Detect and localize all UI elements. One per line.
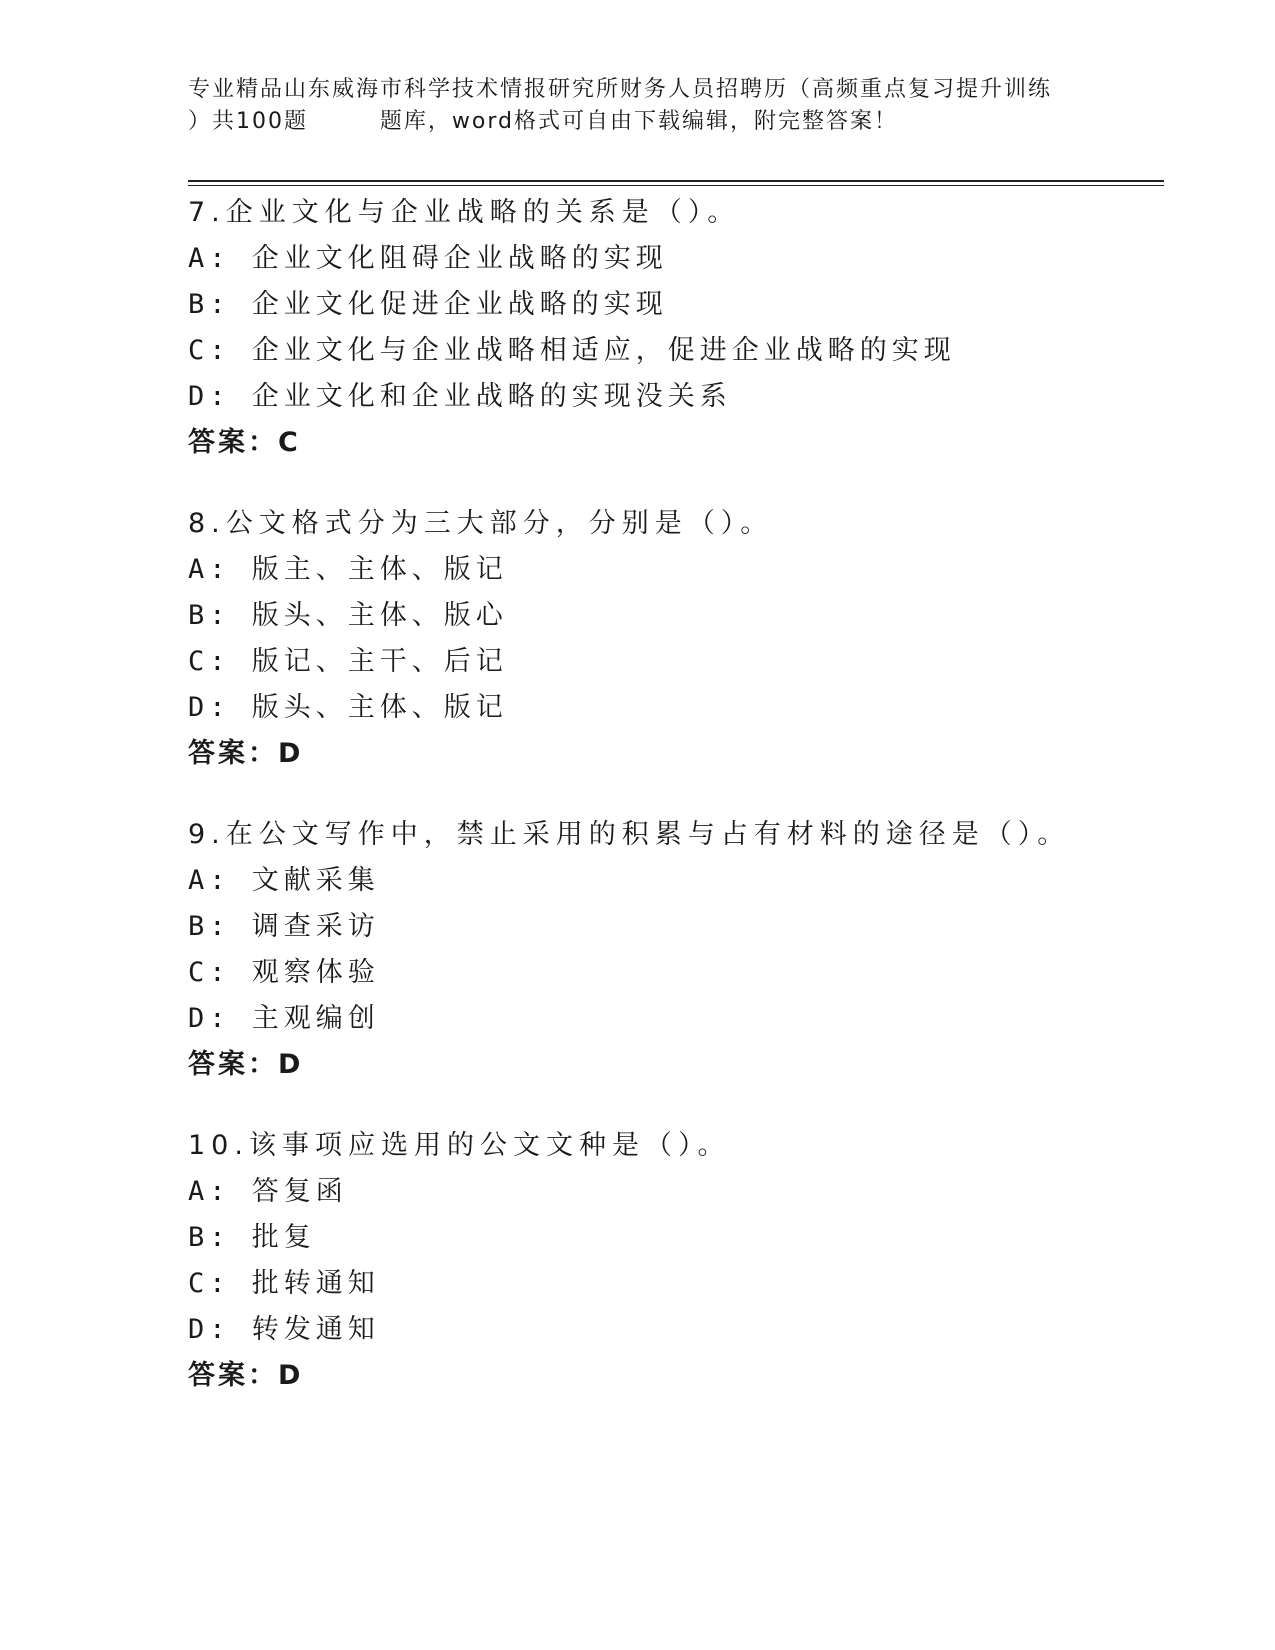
question-stem: 7.企业文化与企业战略的关系是（）。	[188, 197, 741, 228]
option-b: B: 批复	[188, 1222, 316, 1253]
question-10	[188, 1123, 1168, 1399]
option-c: C: 版记、主干、后记	[188, 646, 508, 677]
option-b: B: 版头、主体、版心	[188, 600, 508, 631]
answer: 答案：C	[188, 427, 301, 458]
question-stem: 8.公文格式分为三大部分，分别是（）。	[188, 508, 774, 539]
option-b: B: 企业文化促进企业战略的实现	[188, 289, 668, 320]
answer: 答案：D	[188, 738, 304, 769]
option-c: C: 批转通知	[188, 1268, 380, 1299]
option-d: D: 企业文化和企业战略的实现没关系	[188, 381, 732, 412]
option-d: D: 版头、主体、版记	[188, 692, 508, 723]
option-a: A: 企业文化阻碍企业战略的实现	[188, 243, 668, 274]
document-header	[188, 74, 1118, 138]
answer: 答案：D	[188, 1360, 304, 1391]
option-a: A: 版主、主体、版记	[188, 554, 508, 585]
header-divider-thin	[188, 185, 1164, 186]
option-a: A: 答复函	[188, 1176, 348, 1207]
option-d: D: 主观编创	[188, 1003, 380, 1034]
option-c: C: 企业文化与企业战略相适应，促进企业战略的实现	[188, 335, 956, 366]
question-9	[188, 812, 1168, 1088]
header-divider	[188, 180, 1164, 182]
question-list	[188, 190, 1168, 1434]
question-8	[188, 501, 1168, 777]
question-stem: 9.在公文写作中，禁止采用的积累与占有材料的途径是（）。	[188, 819, 1071, 850]
question-stem: 10.该事项应选用的公文文种是（）。	[188, 1130, 731, 1161]
option-b: B: 调查采访	[188, 911, 380, 942]
answer: 答案：D	[188, 1049, 304, 1080]
header-line-2: ）共100题 题库，word格式可自由下载编辑，附完整答案！	[188, 109, 899, 134]
header-line-1: 专业精品山东威海市科学技术情报研究所财务人员招聘历（高频重点复习提升训练	[188, 77, 1053, 102]
option-a: A: 文献采集	[188, 865, 380, 896]
option-d: D: 转发通知	[188, 1314, 380, 1345]
option-c: C: 观察体验	[188, 957, 380, 988]
question-7	[188, 190, 1168, 466]
